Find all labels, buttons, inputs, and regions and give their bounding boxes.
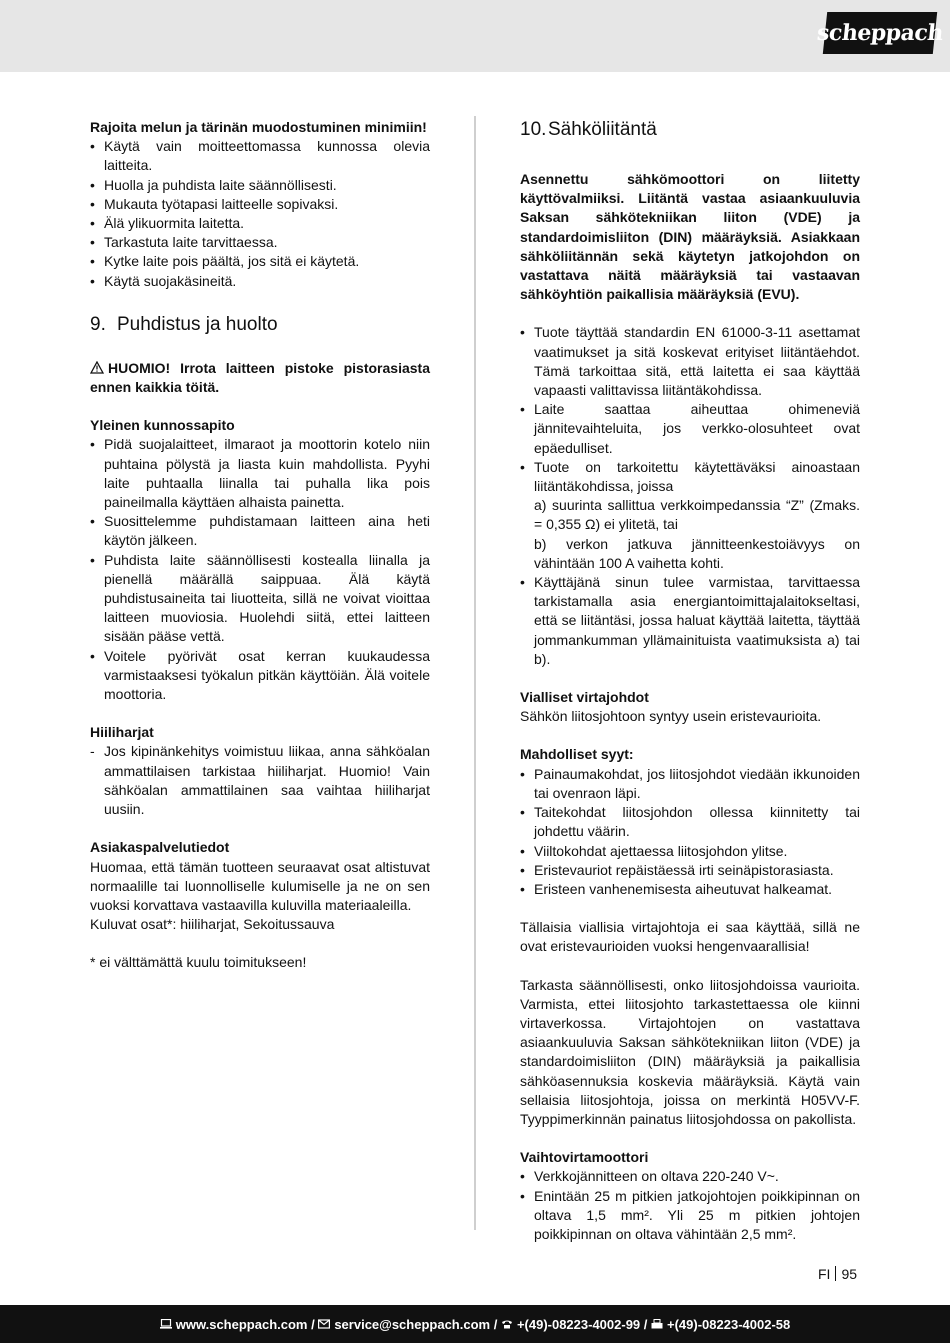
list-item: • Älä ylikuormita laitetta.	[90, 214, 430, 233]
fax-icon	[651, 1319, 663, 1329]
footnote: * ei välttämättä kuulu toimitukseen!	[90, 954, 307, 971]
list-item: • Painaumakohdat, jos liitosjohdot viedään ikkunoiden tai ovenraon läpi.	[520, 765, 860, 803]
requirements-list	[520, 323, 860, 669]
list-item: • Taitekohdat liitosjohdon ollessa kiinnitetty tai johdettu väärin.	[520, 803, 860, 841]
section-title: Puhdistus ja huolto	[117, 313, 278, 335]
cables-text: Sähkön liitosjohtoon syntyy usein eristevaurioita.	[520, 708, 822, 725]
service-text: Huomaa, että tämän tuotteen seuraavat osat altistuvat normaalille tai luonnolliselle kulumiselle ja ne on sen vuoksi korvattava vastaavilla kuluvilla materiaaleilla.	[90, 858, 430, 913]
page-number	[818, 1266, 857, 1282]
page-number-value: 95	[841, 1266, 858, 1282]
page-separator	[835, 1266, 836, 1281]
noise-title: Rajoita melun ja tärinän muodostuminen minimiin!	[90, 119, 427, 135]
danger-text: Tällaisia viallisia virtajohtoja ei saa käyttää, sillä ne ovat eristevaurioiden vuoksi hengenvaarallisia!	[520, 919, 860, 955]
list-item-text: • Tuote on tarkoitettu käytettäväksi ainoastaan liitäntäkohdissa, joissa	[534, 458, 860, 495]
ac-motor-title: Vaihtovirtamoottori	[520, 1149, 649, 1166]
page-lang: FI	[818, 1266, 831, 1282]
footer-web[interactable]: www.scheppach.com	[175, 1316, 308, 1332]
list-item: • Käytä vain moitteettomassa kunnossa olevia laitteita.	[90, 137, 430, 175]
noise-list	[90, 137, 430, 291]
causes-list	[520, 765, 860, 899]
electrical-intro: Asennettu sähkömoottori on liitetty käyttövalmiiksi. Liitäntä vastaa asiaankuuluvia Saksan sähkötekniikan liiton (VDE) ja standardoimisliiton (DIN) määräyksiä. Asiakkaan sähköliitännän sekä käytetyn jatkojohdon on vastattava näitä määräyksiä tai vastaavan sähköyhtiön paikallisia määräyksiä (EVU).	[520, 171, 860, 303]
column-divider	[474, 116, 476, 1230]
list-item: • Puhdista laite säännöllisesti kostealla liinalla ja pienellä määrällä saippuaa. Älä käytä puhdistusaineita tai liuotteita, sillä ne voivat vioittaa laitteen muoviosia. Huolehdi siitä, ettei laitteen sisään pääse vettä.	[90, 551, 430, 647]
section-number: 9.	[90, 313, 106, 335]
wear-parts: Kuluvat osat*: hiiliharjat, Sekoitussauva	[90, 916, 335, 933]
brushes-title: Hiiliharjat	[90, 724, 154, 741]
list-item	[520, 458, 860, 573]
footer-phone[interactable]: +(49)-08223-4002-99	[516, 1316, 641, 1332]
list-item: • Käyttäjänä sinun tulee varmistaa, tarvittaessa tarkistamalla asia energiantoimittajalaitokseltasi, että se liitäntäsi, jossa haluat käyttää laitetta, täyttää jommankumman yllämainituista vaatimuksista a) tai b).	[520, 573, 860, 669]
section-number: 10.	[520, 119, 547, 140]
list-item: • Eristeen vanhenemisesta aiheutuvat halkeamat.	[520, 880, 860, 899]
list-item-subtext: a) suurinta sallittua verkkoimpedanssia “Z” (Zmaks. = 0,355 Ω) ei ylitetä, tai	[534, 497, 860, 533]
brand-logo: scheppach	[823, 12, 937, 54]
footer-separator: /	[640, 1316, 652, 1332]
list-item-subtext: b) verkon jatkuva jännitteenkestoiävyys on vähintään 100 A vaihetta kohti.	[534, 535, 860, 571]
maintenance-title: Yleinen kunnossapito	[90, 417, 235, 434]
footer-separator: /	[490, 1316, 501, 1332]
warning-text: HUOMIO! Irrota laitteen pistoke pistorasiasta ennen kaikkia töitä.	[90, 359, 430, 396]
list-item: • Pidä suojalaitteet, ilmaraot ja moottorin kotelo niin puhtaina pölystä ja liasta kuin mahdollista. Pyyhi laite puhtaalla liinalla tai puhalla lika pois paineilmalla käyttäen alhaista painetta.	[90, 435, 430, 512]
section-9-heading	[90, 313, 430, 337]
list-item: • Suosittelemme puhdistamaan laitteen aina heti käytön jälkeen.	[90, 512, 430, 550]
causes-title: Mahdolliset syyt:	[520, 746, 634, 763]
list-item: • Eristevauriot repäistäessä irti seinäpistorasiasta.	[520, 861, 860, 880]
list-item: • Tuote täyttää standardin EN 61000-3-11 asettamat vaatimukset ja sitä koskevat erityiset liitäntäehdot. Tämä tarkoittaa sitä, että laitetta ei saa käyttää vapaasti valittavissa liitäntäkohdissa.	[520, 323, 860, 400]
phone-icon	[501, 1319, 513, 1329]
section-title: Sähköliitäntä	[548, 119, 657, 140]
header-band	[0, 0, 950, 72]
footer-fax[interactable]: +(49)-08223-4002-58	[667, 1316, 791, 1332]
list-item: • Enintään 25 m pitkien jatkojohtojen poikkipinnan on oltava 1,5 mm². Yli 25 m pitkien johtojen poikkipinnan on oltava vähintään 2,5 mm².	[520, 1187, 860, 1245]
footer-separator: /	[307, 1316, 319, 1332]
list-item: • Huolla ja puhdista laite säännöllisesti.	[90, 176, 430, 195]
warning-notice	[90, 359, 430, 397]
right-column	[520, 118, 860, 1244]
email-icon	[318, 1319, 330, 1329]
list-item: • Verkkojännitteen on oltava 220-240 V~.	[520, 1167, 860, 1186]
footer-email[interactable]: service@scheppach.com	[334, 1316, 491, 1332]
cables-title: Vialliset virtajohdot	[520, 689, 649, 706]
service-title: Asiakaspalvelutiedot	[90, 839, 230, 856]
brushes-list	[90, 742, 430, 819]
warning-icon	[90, 361, 104, 374]
computer-icon	[160, 1319, 172, 1329]
ac-motor-list	[520, 1167, 860, 1244]
section-10-heading	[520, 118, 860, 142]
list-item: - Jos kipinänkehitys voimistuu liikaa, anna sähköalan ammattilaisen tarkistaa hiiliharjat. Huomio! Vain sähköalan ammattilainen saa vaihtaa hiiliharjat uusiin.	[90, 742, 430, 819]
list-item: • Käytä suojakäsineitä.	[90, 272, 430, 291]
list-item: • Mukauta työtapasi laitteelle sopivaksi.	[90, 195, 430, 214]
check-text: Tarkasta säännöllisesti, onko liitosjohdoissa vaurioita. Varmista, ettei liitosjohto tarkastettaessa ole kiinni virtaverkossa. Virtajohtojen on vastattava asiaankuuluvia Saksan sähkötekniikan liiton (VDE) ja standardoimisliiton (DIN) määräyksiä ja paikallisia sähköasennuksia koskevia määräyksiä. Käytä vain sellaisia liitosjohtoja, joissa on merkintä H05VV-F. Tyyppimerkinnän painatus liitosjohdossa on pakollista.	[520, 976, 860, 1127]
footer-bar	[0, 1305, 950, 1343]
list-item: • Voitele pyörivät osat kerran kuukaudessa varmistaaksesi työkalun pitkän käyttöiän. Älä voitele moottoria.	[90, 647, 430, 705]
list-item: • Tarkastuta laite tarvittaessa.	[90, 233, 430, 252]
maintenance-list	[90, 435, 430, 704]
list-item: • Viiltokohdat ajettaessa liitosjohdon ylitse.	[520, 842, 860, 861]
left-column	[90, 118, 430, 973]
list-item: • Kytke laite pois päältä, jos sitä ei käytetä.	[90, 252, 430, 271]
list-item: • Laite saattaa aiheuttaa ohimeneviä jännitevaihteluita, jos verkko-olosuhteet ovat epäedulliset.	[520, 400, 860, 458]
